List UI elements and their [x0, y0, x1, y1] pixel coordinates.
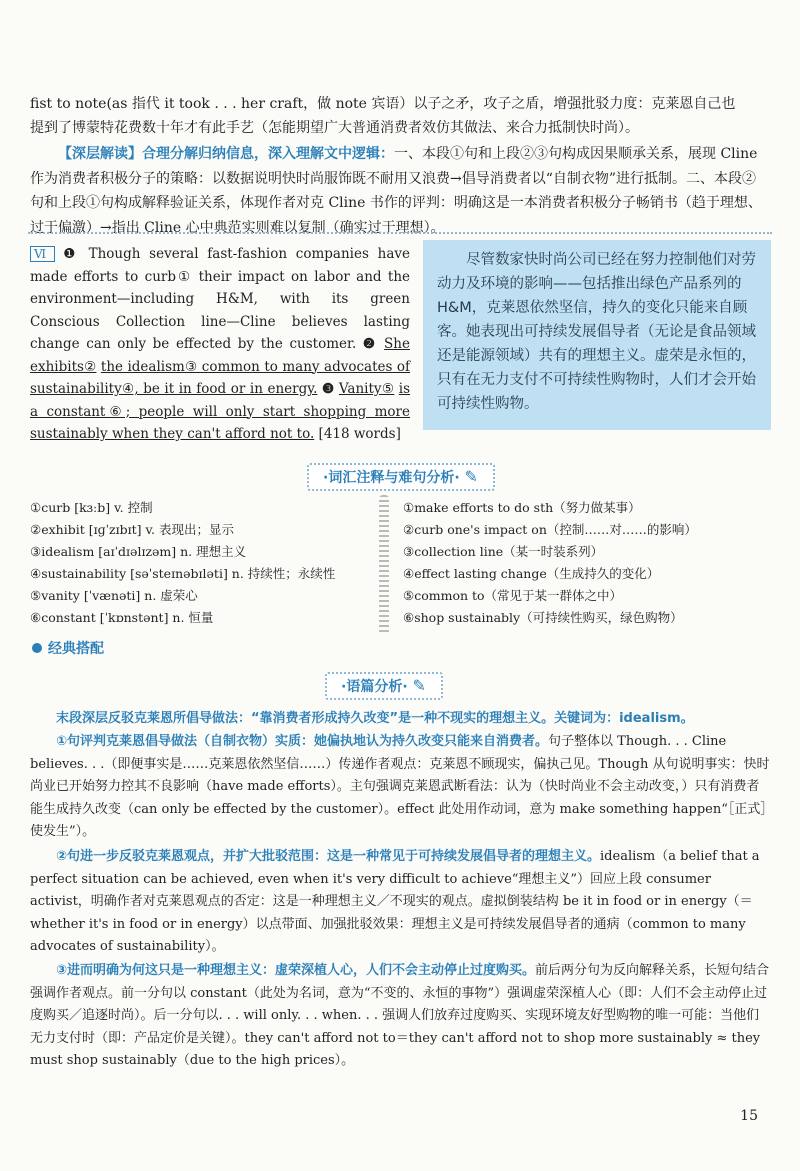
word-count: [418 words]	[318, 426, 401, 442]
divider	[28, 232, 772, 234]
vocab-section-title	[307, 463, 495, 491]
paragraph-mark: Ⅵ	[30, 246, 55, 262]
collocation-label: 经典搭配	[48, 641, 104, 657]
point-1-head: ①句评判克莱恩倡导做法（自制衣物）实质：她偏执地认为持久改变只能来自消费者。	[56, 734, 549, 749]
deep-reading-label: 【深层解读】合理分解归纳信息，深入理解文中逻辑：	[58, 146, 394, 162]
vocab-item: ①curb [kɜːb] v. 控制	[30, 500, 153, 515]
point-3-head: ③进而明确为何这只是一种理想主义：虚荣深植人心，人们不会主动停止过度购买。	[56, 963, 536, 978]
vocab-right-list	[403, 497, 773, 629]
vocab-title-text: ·词汇注释与难句分析·	[323, 470, 460, 486]
vocab-left-list	[30, 497, 370, 629]
sentence-2-b: the idealism③ common to many advocates of sustainability④, be it in food or in energy.	[30, 358, 411, 397]
point-2-body: idealism（a belief that a perfect situation can be achieved, even when it's very difficult to achieve“理想主义”）回应上段 consumer activist，明确作者对克莱恩观点的否定：这是一种理想主义／不现实的观点。虚拟倒装结构 be it in food or in energy（＝whether it's in food or in energy）以点带面、加强批驳效果：理想主义是可持续发展倡导者的通病（common to many advocates of sustainability）。	[30, 849, 760, 954]
point-3-body: 前后两分句为反向解释关系，长短句结合强调作者观点。前一分句以 constant（此处为名词，意为“不变的、永恒的事物”）强调虚荣深植人心（即：人们不会主动停止过度购买／追逐时尚）。后一分句以. . . will only. . . when. . . 强调人们放弃过度购买、实现环境友好型购物的唯一可能：当他们无力支付时（即：产品定价是关键）。they can't afford not to＝they can't afford not to shop more sustainably ≈ they must shop sustainably（due to the high prices）。	[30, 963, 770, 1068]
analysis-section-title	[325, 672, 443, 700]
quill-icon: ✎	[464, 467, 478, 486]
sentence-3-a: Vanity⑤	[338, 381, 395, 397]
point-1-body: 句子整体以 Though. . . Cline believes. . .（即便事实是……克莱恩依然坚信……）传递作者观点：克莱恩不顾现实，偏执己见。Though 从句说明事实：快时尚业已开始努力控其不良影响（have made efforts）。主句强调克莱恩武断看法：认为（快时尚业不会主动改变，）只有消费者能生成持久改变（can only be effected by the customer）。effect 此处用作动词，意为 make something happen“［正式］使发生”）。	[30, 734, 770, 839]
phrase-item: ⑥shop sustainably（可持续性购买，绿色购物）	[403, 610, 683, 625]
intro-line-1: fist to note(as 指代 it took . . . her craft，做 note 宾语）以子之矛，攻子之盾，增强批驳力度：克莱恩自己也	[30, 96, 736, 112]
sentence-1: ❶ Though several fast-fashion companies have made efforts to curb① their impact on labor and the environment—including H&M, with its green Conscious Collection line—Cline believes lasting change can only be effected by the customer.	[30, 246, 410, 352]
analysis-title-text: ·语篇分析·	[341, 679, 408, 695]
intro-line-2: 提到了博蒙特花费数十年才有此手艺（怎能期望广大普通消费者效仿其做法、来合力抵制快时尚）。	[30, 120, 639, 136]
sentence-2-mark: ❷	[362, 336, 378, 352]
translation-box	[423, 240, 771, 430]
collocation-heading	[32, 638, 104, 658]
sentence-2-a: She exhibits②	[30, 336, 410, 375]
page-number: 15	[740, 1108, 758, 1124]
spring-divider	[379, 495, 389, 635]
phrase-item: ①make efforts to do sth（努力做某事）	[403, 500, 641, 515]
analysis-point-1	[30, 731, 770, 844]
translation-text: 尽管数家快时尚公司已经在努力控制他们对劳动力及环境的影响——包括推出绿色产品系列的 H&M，克莱恩依然坚信，持久的变化只能来自顾客。她表现出可持续发展倡导者（无论是食品领域还是能源领域）共有的理想主义。虚荣是永恒的，只有在无力支付不可持续性购物时，人们才会开始可持续性购物。	[437, 252, 756, 412]
vocab-item: ④sustainability [səˈsteɪnəbɪləti] n. 持续性；永续性	[30, 566, 336, 581]
bullet-icon	[32, 643, 42, 653]
point-2-head: ②句进一步反驳克莱恩观点，并扩大批驳范围：这是一种常见于可持续发展倡导者的理想主义。	[56, 849, 601, 864]
phrase-item: ③collection line（某一时装系列）	[403, 544, 604, 559]
quill-icon: ✎	[412, 676, 426, 695]
deep-reading	[30, 142, 770, 240]
phrase-item: ④effect lasting change（生成持久的变化）	[403, 566, 660, 581]
analysis-summary: 末段深层反驳克莱恩所倡导做法：“靠消费者形成持久改变”是一种不现实的理想主义。关键词为：idealism。	[56, 711, 694, 726]
phrase-item: ②curb one's impact on（控制……对……的影响）	[403, 522, 697, 537]
vocab-item: ⑤vanity [ˈvænəti] n. 虚荣心	[30, 588, 198, 603]
deep-reading-text: 一、本段①句和上段②③句构成因果顺承关系，展现 Cline 作为消费者积极分子的策略：以数据说明快时尚服饰既不耐用又浪费→倡导消费者以“自制衣物”进行抵制。二、本段②句和上段①句构成解释验证关系，体现作者对克 Cline 书作的评判：明确这是一本消费者积极分子畅销书（趋于理想、过于偏激）→指出 Cline 心中典范实则难以复制（确实过于理想）。	[30, 146, 762, 236]
vocab-item: ⑥constant [ˈkɒnstənt] n. 恒量	[30, 610, 214, 625]
vocab-item: ③idealism [aɪˈdɪəlɪzəm] n. 理想主义	[30, 544, 247, 559]
phrase-item: ⑤common to（常见于某一群体之中）	[403, 588, 623, 603]
analysis-point-3	[30, 960, 770, 1073]
analysis-point-2	[30, 846, 770, 959]
vocab-item: ②exhibit [ɪɡˈzɪbɪt] v. 表现出；显示	[30, 522, 234, 537]
sentence-3-b: is a constant⑥; people will only start shopping more sustainably when they can't afford not to.	[30, 381, 411, 442]
sentence-3-mark: ❸	[321, 381, 335, 397]
passage-english	[30, 243, 410, 446]
